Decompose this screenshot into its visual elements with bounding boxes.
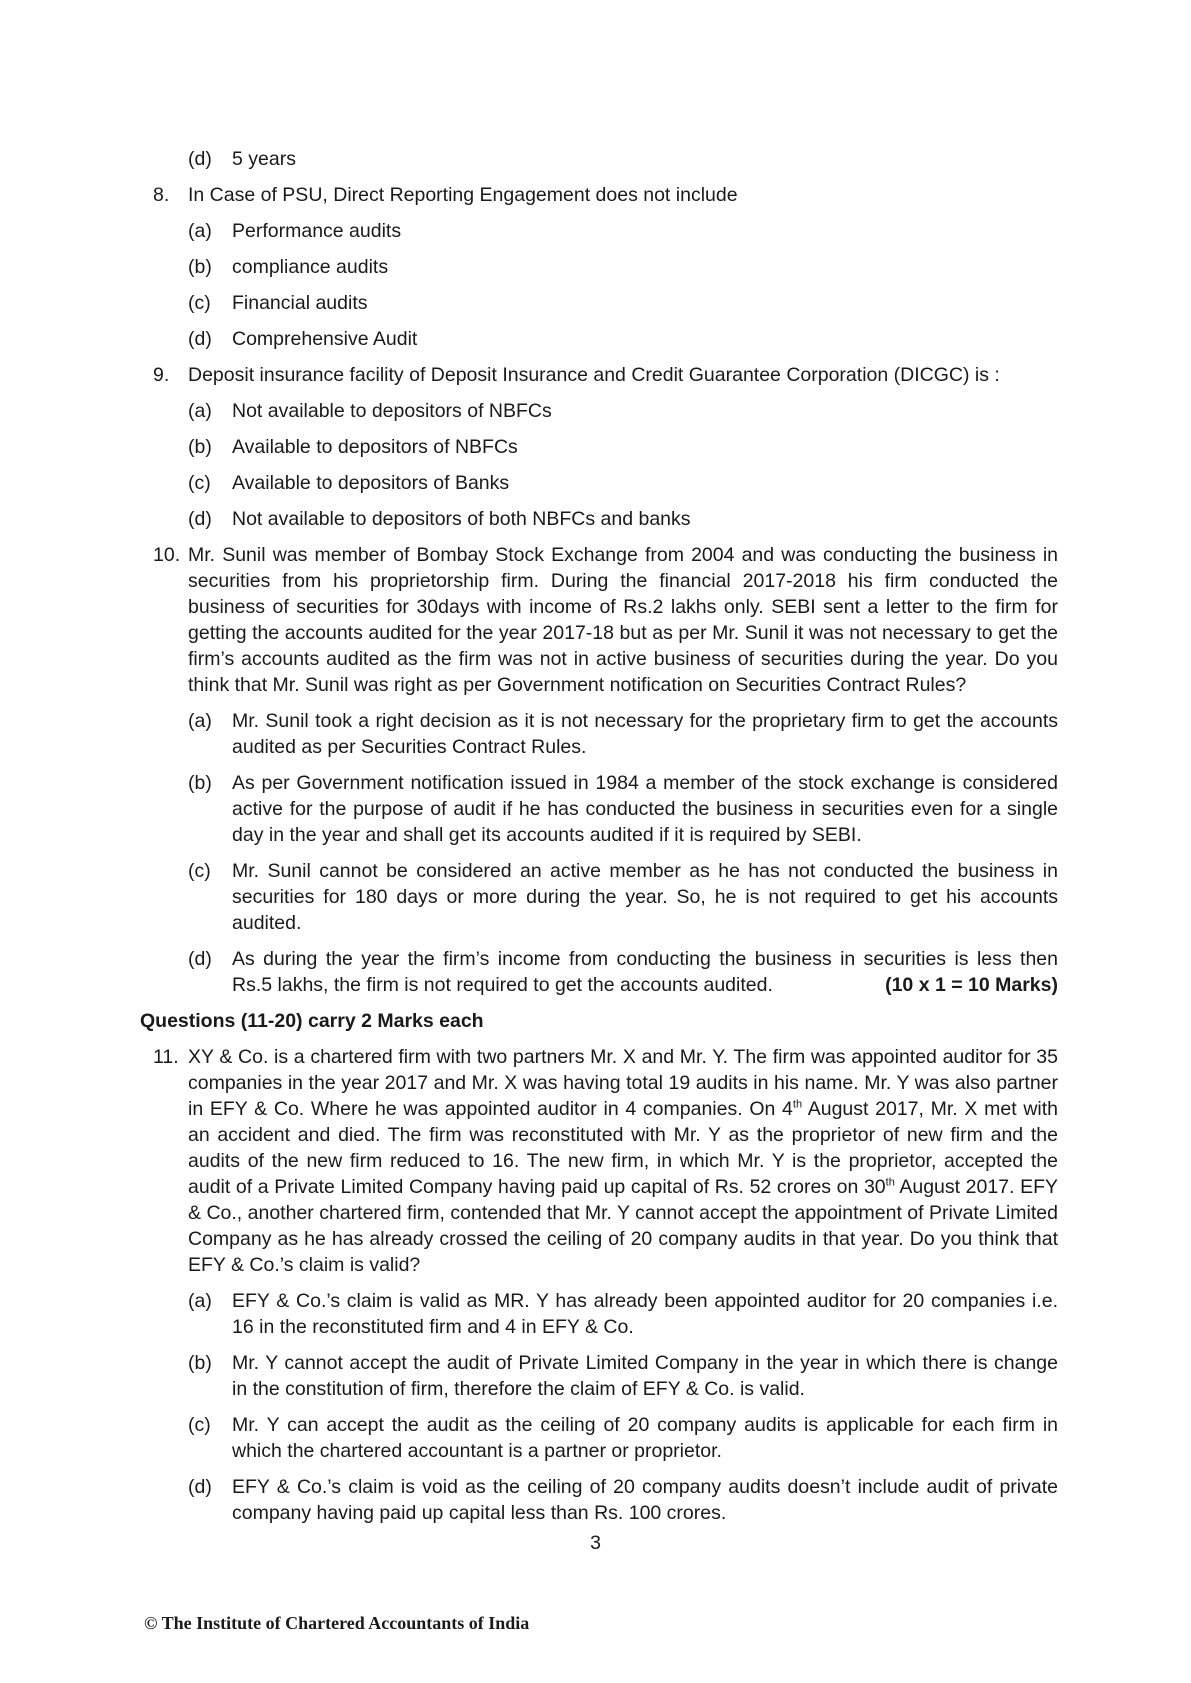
option-q10-a xyxy=(158,708,1058,760)
option-q11-c xyxy=(158,1412,1058,1464)
option-text: Not available to depositors of both NBFCs and banks xyxy=(232,508,691,530)
option-q10-d xyxy=(158,946,1058,998)
option-q9-a xyxy=(158,398,1058,424)
ordinal-suffix: th xyxy=(885,1176,895,1189)
question-number: 9. xyxy=(153,364,170,386)
option-text: Available to depositors of NBFCs xyxy=(232,436,518,458)
option-label: (c) xyxy=(188,292,211,314)
option-label: (a) xyxy=(188,710,212,732)
option-label: (d) xyxy=(188,148,212,170)
option-label: (d) xyxy=(188,1476,212,1498)
option-text: Performance audits xyxy=(232,220,402,242)
option-q9-b xyxy=(158,434,1058,460)
page-number: 3 xyxy=(590,1532,601,1554)
question-number: 11. xyxy=(153,1046,179,1068)
question-9 xyxy=(153,362,1058,388)
option-text: Mr. Sunil cannot be considered an active member as he has not conducted the business in securities for 180 days or more during the year. So, he is not required to get his accounts audited. xyxy=(232,860,1058,934)
option-text: Financial audits xyxy=(232,292,368,314)
option-q10-c xyxy=(158,858,1058,936)
question-number: 8. xyxy=(153,184,170,206)
option-label: (b) xyxy=(188,1352,212,1374)
option-text: 5 years xyxy=(232,148,296,170)
option-q8-a xyxy=(158,218,1058,244)
option-label: (c) xyxy=(188,1414,211,1436)
option-text: Comprehensive Audit xyxy=(232,328,418,350)
question-text: Mr. Sunil was member of Bombay Stock Exchange from 2004 and was conducting the business in securities from his proprietorship firm. During the financial 2017-2018 his firm conducted the business of securities for 30days with income of Rs.2 lakhs only. SEBI sent a letter to the firm for getting the accounts audited for the year 2017-18 but as per Mr. Sunil it was not necessary to get the firm’s accounts audited as the firm was not in active business of securities during the year. Do you think that Mr. Sunil was right as per Government notification on Securities Contract Rules? xyxy=(188,544,1058,696)
option-text: As per Government notification issued in 1984 a member of the stock exchange is considered active for the purpose of audit if he has conducted the business in securities even for a single day in the year and shall get its accounts audited if it is required by SEBI. xyxy=(232,772,1058,846)
section-title: Questions (11-20) carry 2 Marks each xyxy=(140,1010,484,1032)
option-label: (b) xyxy=(188,256,212,278)
option-label: (c) xyxy=(188,472,211,494)
question-8 xyxy=(153,182,1058,208)
page-content xyxy=(140,146,1059,1536)
option-q8-b xyxy=(158,254,1058,280)
option-text: Available to depositors of Banks xyxy=(232,472,510,494)
option-text: As during the year the firm’s income from conducting the business in securities is less then Rs.5 lakhs, the firm is not required to get the accounts audited. xyxy=(232,948,1058,996)
option-q7-d xyxy=(158,146,1058,172)
option-text: compliance audits xyxy=(232,256,389,278)
option-q11-a xyxy=(158,1288,1058,1340)
option-q11-b xyxy=(158,1350,1058,1402)
option-q10-b xyxy=(158,770,1058,848)
option-q8-d xyxy=(158,326,1058,352)
question-number: 10. xyxy=(153,544,181,566)
question-text: Deposit insurance facility of Deposit Insurance and Credit Guarantee Corporation (DICGC) is : xyxy=(188,364,1000,386)
question-text xyxy=(188,1044,1058,1278)
option-text: EFY & Co.’s claim is void as the ceiling of 20 company audits doesn’t include audit of private company having paid up capital less than Rs. 100 crores. xyxy=(232,1476,1058,1524)
marks-summary: (10 x 1 = 10 Marks) xyxy=(885,974,1058,996)
option-label: (d) xyxy=(188,328,212,350)
option-label: (b) xyxy=(188,772,212,794)
question-10 xyxy=(153,542,1058,698)
option-q8-c xyxy=(158,290,1058,316)
option-text: Mr. Y cannot accept the audit of Private Limited Company in the year in which there is change in the constitution of firm, therefore the claim of EFY & Co. is valid. xyxy=(232,1352,1058,1400)
question-11 xyxy=(153,1044,1059,1278)
option-label: (a) xyxy=(188,400,212,422)
question-text: In Case of PSU, Direct Reporting Engagement does not include xyxy=(188,184,738,206)
option-q9-d xyxy=(158,506,1058,532)
option-label: (a) xyxy=(188,1290,212,1312)
option-text: Not available to depositors of NBFCs xyxy=(232,400,552,422)
option-label: (c) xyxy=(188,860,211,882)
option-text: EFY & Co.’s claim is valid as MR. Y has already been appointed auditor for 20 companies i.e. 16 in the reconstituted firm and 4 in EFY & Co. xyxy=(232,1290,1058,1338)
option-label: (d) xyxy=(188,508,212,530)
option-label: (d) xyxy=(188,948,212,970)
question-text-part-2: August 2017, Mr. X met with an accident and died. The firm was reconstituted with Mr. Y as the proprietor of new firm and the audits of the new firm reduced to 16. The new firm, in which Mr. Y is the proprietor, accepted the audit of a Private Limited Company having paid up capital of Rs. 52 crores on 30 xyxy=(188,1098,1058,1198)
option-label: (b) xyxy=(188,436,212,458)
question-text-part-1: XY & Co. is a chartered firm with two partners Mr. X and Mr. Y. The firm was appointed auditor for 35 companies in the year 2017 and Mr. X was having total 19 audits in his name. Mr. Y was also partner in EFY & Co. Where he was appointed auditor in 4 companies. On 4 xyxy=(188,1046,1058,1120)
ordinal-suffix: th xyxy=(792,1098,803,1111)
question-text-part-3: August 2017. EFY & Co., another chartered firm, contended that Mr. Y cannot accept the appointment of Private Limited Company as he has already crossed the ceiling of 20 company audits in that year. Do you think that EFY & Co.’s claim is valid? xyxy=(188,1176,1059,1276)
option-q11-d xyxy=(158,1474,1058,1526)
option-label: (a) xyxy=(188,220,212,242)
option-q9-c xyxy=(158,470,1058,496)
option-text: Mr. Sunil took a right decision as it is not necessary for the proprietary firm to get the accounts audited as per Securities Contract Rules. xyxy=(232,710,1058,758)
option-text: Mr. Y can accept the audit as the ceiling of 20 company audits is applicable for each firm in which the chartered accountant is a partner or proprietor. xyxy=(232,1414,1058,1462)
footer-copyright: © The Institute of Chartered Accountants of India xyxy=(144,1613,530,1633)
